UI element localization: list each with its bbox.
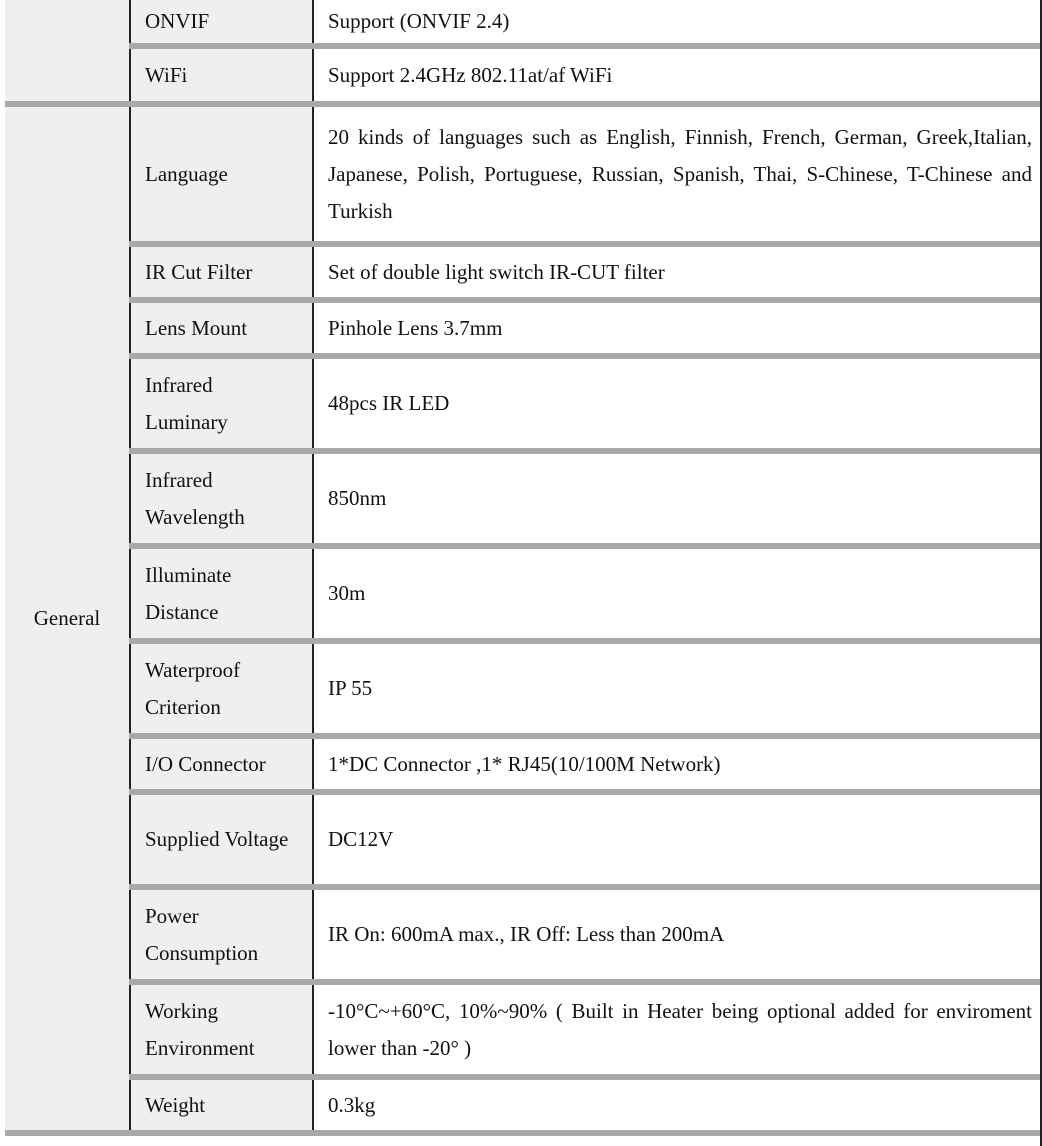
spec-label: Language: [130, 104, 313, 244]
table-row: [5, 356, 1042, 451]
spec-label: Infrared Luminary: [130, 356, 313, 451]
table-row: [5, 736, 1042, 792]
table-row: [5, 1077, 1042, 1133]
spec-label: Working Environment: [130, 982, 313, 1077]
table-row: [5, 300, 1042, 356]
table-row: [5, 982, 1042, 1077]
table-row: [5, 104, 1042, 244]
spec-value: Set of double light switch IR-CUT filter: [313, 244, 1042, 300]
table-row: [5, 244, 1042, 300]
spec-label: Lens Mount: [130, 300, 313, 356]
table-row: [5, 792, 1042, 887]
spec-table-body: [5, 0, 1042, 1133]
spec-value: IP 55: [313, 641, 1042, 736]
spec-value: 1*DC Connector ,1* RJ45(10/100M Network): [313, 736, 1042, 792]
spec-value: IR On: 600mA max., IR Off: Less than 200mA: [313, 887, 1042, 982]
table-row: [5, 0, 1042, 46]
spec-label: I/O Connector: [130, 736, 313, 792]
spec-label: Waterproof Criterion: [130, 641, 313, 736]
spec-value: 0.3kg: [313, 1077, 1042, 1133]
spec-label: Supplied Voltage: [130, 792, 313, 887]
table-row: [5, 546, 1042, 641]
group-label: [5, 0, 130, 104]
spec-value: Support 2.4GHz 802.11at/af WiFi: [313, 46, 1042, 104]
spec-value: 30m: [313, 546, 1042, 641]
spec-label: Power Consumption: [130, 887, 313, 982]
table-row: [5, 641, 1042, 736]
spec-label: Infrared Wavelength: [130, 451, 313, 546]
spec-value: DC12V: [313, 792, 1042, 887]
spec-value: 48pcs IR LED: [313, 356, 1042, 451]
table-row: [5, 887, 1042, 982]
spec-value: 850nm: [313, 451, 1042, 546]
spec-value: Pinhole Lens 3.7mm: [313, 300, 1042, 356]
spec-label: WiFi: [130, 46, 313, 104]
spec-value: Support (ONVIF 2.4): [313, 0, 1042, 46]
spec-label: Weight: [130, 1077, 313, 1133]
table-row: [5, 451, 1042, 546]
spec-label: Illuminate Distance: [130, 546, 313, 641]
spec-table: [5, 0, 1042, 1136]
group-label: General: [5, 104, 130, 1133]
spec-label: IR Cut Filter: [130, 244, 313, 300]
table-row: [5, 46, 1042, 104]
spec-value: 20 kinds of languages such as English, Finnish, French, German, Greek,Italian, Japanese, Polish, Portuguese, Russian, Spanish, Thai, S-Chinese, T-Chinese and Turkish: [313, 104, 1042, 244]
spec-label: ONVIF: [130, 0, 313, 46]
spec-value: -10°C~+60°C, 10%~90% ( Built in Heater being optional added for enviroment lower than -20° ): [313, 982, 1042, 1077]
